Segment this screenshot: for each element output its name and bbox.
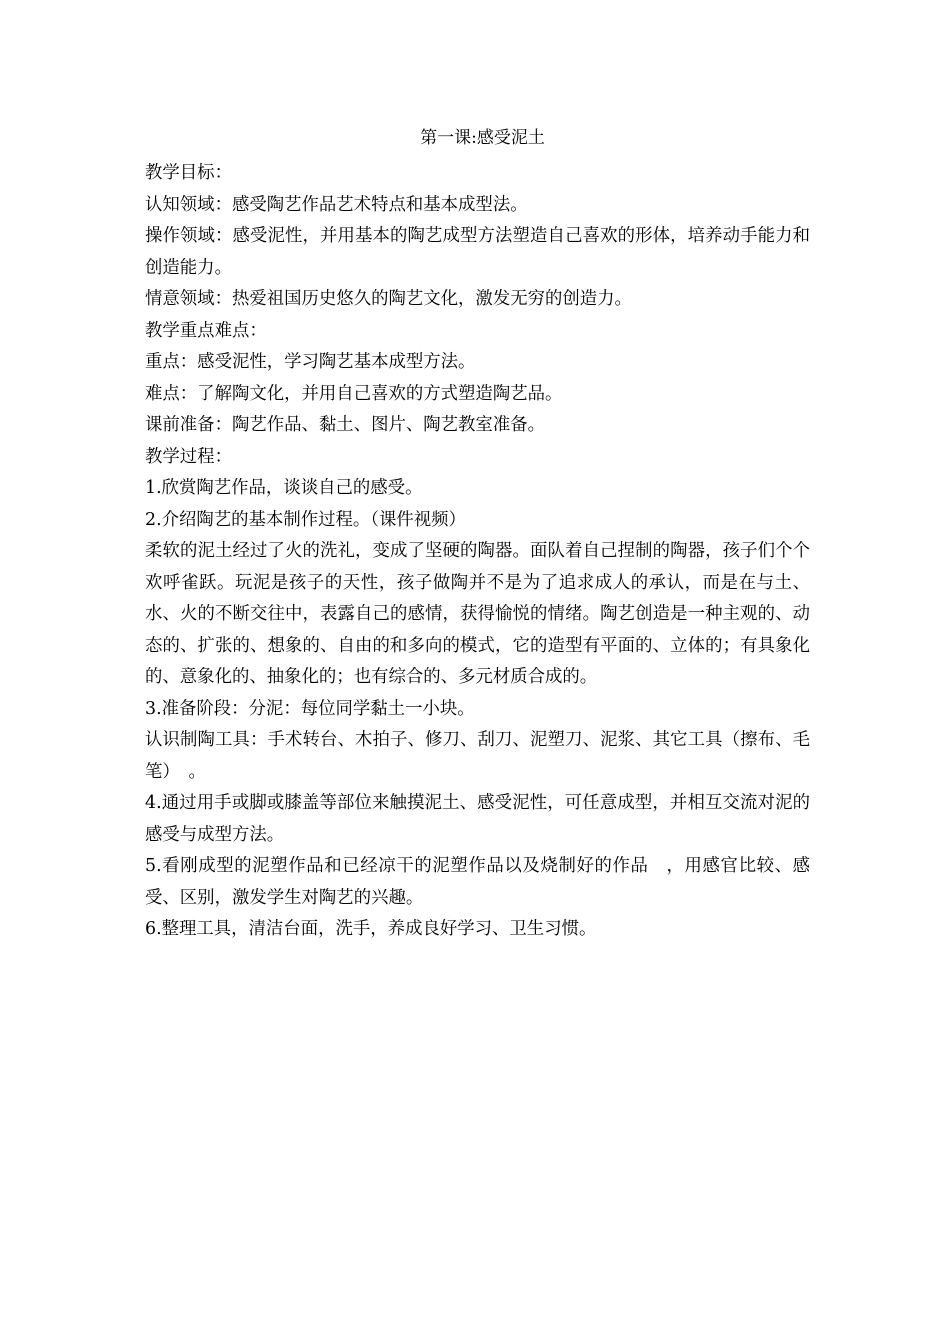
paragraph-step-2: 2.介绍陶艺的基本制作过程。（课件视频） xyxy=(145,509,466,530)
paragraph-teaching-goals-heading: 教学目标： xyxy=(145,163,232,183)
lesson-title: 第一课:感受泥土 xyxy=(420,128,545,148)
paragraph-key-point: 重点：感受泥性，学习陶艺基本成型方法。 xyxy=(145,352,476,372)
paragraph-affective-domain: 情意领域：热爱祖国历史悠久的陶艺文化，激发无穷的创造力。 xyxy=(145,289,632,309)
paragraph-step-5: 5.看刚成型的泥塑作品和已经凉干的泥塑作品以及烧制好的作品 ，用感官比较、感受、区别，激发学生对陶艺的兴趣。 xyxy=(145,856,810,908)
paragraph-preparation: 课前准备：陶艺作品、黏土、图片、陶艺教室准备。 xyxy=(145,415,545,435)
paragraph-step-2-detail: 柔软的泥土经过了火的洗礼，变成了坚硬的陶器。面队着自己捏制的陶器，孩子们个个欢呼雀跃。玩泥是孩子的天性，孩子做陶并不是为了追求成人的承认，而是在与土、水、火的不断交往中，表露自己的感情，获得愉悦的情绪。陶艺创造是一种主观的、动态的、扩张的、想象的、自由的和多向的模式，它的造型有平面的、立体的；有具象化的、意象化的、抽象化的；也有综合的、多元材质合成的。 xyxy=(145,541,810,687)
paragraph-step-4: 4.通过用手或脚或膝盖等部位来触摸泥土、感受泥性，可任意成型，并相互交流对泥的感受与成型方法。 xyxy=(145,793,810,845)
paragraph-difficult-point: 难点：了解陶文化，并用自己喜欢的方式塑造陶艺品。 xyxy=(145,383,563,404)
paragraph-cognitive-domain: 认知领域：感受陶艺作品艺术特点和基本成型法。 xyxy=(145,194,528,215)
paragraph-operation-domain: 操作领域：感受泥性，并用基本的陶艺成型方法塑造自己喜欢的形体，培养动手能力和创造能力。 xyxy=(145,226,810,278)
paragraph-step-3: 3.准备阶段：分泥：每位同学黏土一小块。 xyxy=(145,698,475,719)
paragraph-key-points-heading: 教学重点难点： xyxy=(145,320,267,341)
document-body xyxy=(145,118,810,946)
paragraph-tools: 认识制陶工具：手术转台、木拍子、修刀、刮刀、泥塑刀、泥浆、其它工具（擦布、毛笔） 。 xyxy=(145,730,810,782)
paragraph-process-heading: 教学过程： xyxy=(145,446,232,467)
paragraph-step-1: 1.欣赏陶艺作品，谈谈自己的感受。 xyxy=(145,478,423,498)
paragraph-step-6: 6.整理工具，清洁台面，洗手，养成良好学习、卫生习惯。 xyxy=(145,919,597,939)
